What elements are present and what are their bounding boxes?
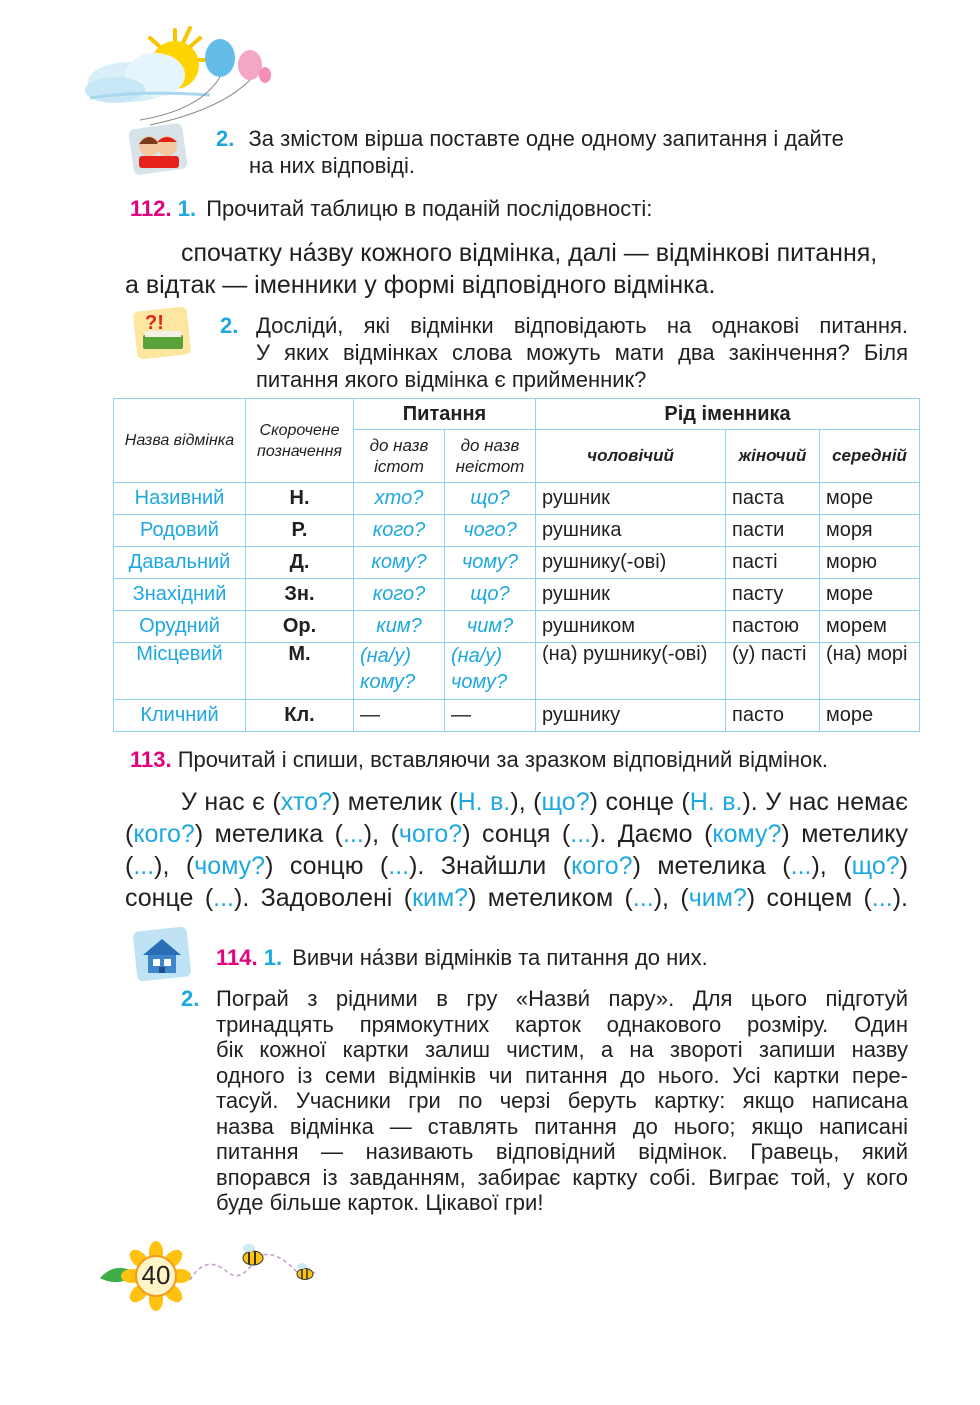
case-abbr: Р. (246, 515, 354, 547)
task-number: 2. (216, 126, 235, 151)
header-neuter: середній (820, 430, 920, 483)
noun-feminine: пасту (726, 579, 820, 611)
exercise-text: ), ( (811, 852, 852, 880)
exercise-text: ) (899, 852, 909, 880)
noun-neuter: море (820, 579, 920, 611)
noun-neuter: море (820, 700, 920, 732)
noun-masculine: рушником (536, 611, 726, 643)
question-inanimate: що? (445, 579, 536, 611)
exercise-text: ) метелика ( (194, 820, 343, 848)
question-hint: хто? (280, 788, 332, 816)
exercise-text: ) метеликом ( (468, 884, 633, 912)
question-hint: ... (790, 852, 812, 880)
table-row (114, 579, 920, 611)
exercise-text: ) метелика ( (632, 852, 791, 880)
table-row (114, 700, 920, 732)
pair-work-icon (127, 120, 189, 178)
question-animate (354, 643, 445, 700)
noun-masculine: рушник (536, 579, 726, 611)
task-112-2-line3: питання якого відмінка є прийменник? (256, 367, 647, 392)
question-animate: кому? (354, 547, 445, 579)
question-hint: Н. в. (457, 788, 511, 816)
exercise-line-1 (181, 786, 908, 818)
exercise-text: ), ( (154, 852, 195, 880)
question-animate: хто? (354, 483, 445, 515)
subtask-number: 1. (263, 945, 283, 970)
task-111-2-line2: на них відповіді. (249, 153, 416, 178)
exercise-text: сонце ( (125, 884, 214, 912)
task-112-big-line1: спочатку на́зву кожного відмінка, далі — відмінкові питання, (181, 239, 878, 267)
table-row (114, 611, 920, 643)
task-114-header (216, 944, 916, 971)
case-name: Називний (114, 483, 246, 515)
subtask-number: 2. (181, 986, 200, 1011)
task-instruction: Прочитай і спиши, вставляючи за зразком відповідний відмінок. (177, 747, 828, 772)
noun-feminine: паста (726, 483, 820, 515)
task-instruction: Прочитай таблицю в поданій послідовності: (206, 196, 653, 221)
question-hint: ... (871, 884, 893, 912)
svg-text:?!: ?! (145, 312, 164, 334)
question-hint: чим? (688, 884, 747, 912)
task-112-big-line2: а відтак — іменники у формі відповідного відмінка. (125, 271, 716, 299)
subtask-number: 2. (220, 313, 239, 338)
text-line: впорався із завданням, забирає картку собі. Виграє той, у кого (216, 1164, 908, 1190)
header-noun-gender: Рід іменника (536, 399, 920, 430)
noun-neuter: моря (820, 515, 920, 547)
question-animate: — (354, 700, 445, 732)
text-line: одного із семи відмінків чи питання до нього. Усі картки пере- (216, 1062, 908, 1088)
sun-cloud-illustration (80, 20, 280, 135)
case-abbr: Кл. (246, 700, 354, 732)
question-hint: ... (133, 852, 155, 880)
header-abbreviation: Скорочене позначення (246, 399, 354, 483)
question-hint: ... (632, 884, 654, 912)
exercise-text: ( (125, 820, 134, 848)
question-inanimate: чим? (445, 611, 536, 643)
case-abbr: Н. (246, 483, 354, 515)
subtask-number: 1. (177, 196, 197, 221)
question-inanimate: чого? (445, 515, 536, 547)
noun-feminine: пасти (726, 515, 820, 547)
table-row (114, 483, 920, 515)
home-task-icon (131, 925, 193, 985)
noun-masculine: рушник (536, 483, 726, 515)
question-hint: чому? (194, 852, 266, 880)
text-line: бік кожної картки залиш чистим, а на звороті запиши назву (216, 1037, 908, 1062)
task-112-2-line1: Досліди́, які відмінки відповідають на однакові питання. (256, 313, 908, 338)
header-masculine: чоловічий (536, 430, 726, 483)
task-111-2 (216, 125, 916, 152)
task-114-2-text (216, 985, 908, 1215)
page-number: 40 (141, 1260, 171, 1290)
noun-feminine: пастою (726, 611, 820, 643)
exercise-text: ). Знайшли ( (409, 852, 572, 880)
text-line: назва відмінка — ставлять питання до нього; якщо написані (216, 1113, 908, 1139)
task-number: 112. (130, 196, 172, 221)
question-hint: кому? (712, 820, 782, 848)
preposition: (на/у) (360, 645, 412, 667)
task-113-header (130, 746, 920, 773)
table-row (114, 515, 920, 547)
question-inanimate: чому? (445, 547, 536, 579)
noun-masculine: рушнику(-ові) (536, 547, 726, 579)
exercise-line-3 (125, 850, 908, 882)
question-hint: ... (570, 820, 592, 848)
question-hint: кого? (571, 852, 633, 880)
noun-feminine: пасті (726, 547, 820, 579)
task-text-line1: За змістом вірша поставте одне одному запитання і дайте (248, 126, 844, 151)
declension-table (113, 398, 920, 732)
exercise-line-2 (125, 818, 908, 850)
case-abbr: Ор. (246, 611, 354, 643)
question-inanimate: — (445, 700, 536, 732)
text-line: тринадцять прямокутних карток однакового розміру. Один (216, 1011, 908, 1037)
text-line: Пограй з рідними в гру «Назви́ пару». Для цього підготуй (216, 986, 908, 1011)
header-animate: до назв істот (354, 430, 445, 483)
question-hint: що? (541, 788, 590, 816)
question-inanimate: що? (445, 483, 536, 515)
preposition: (на/у) (451, 645, 503, 667)
question-hint: ... (213, 884, 234, 912)
header-questions: Питання (354, 399, 536, 430)
task-112-2-line2: У яких відмінках слова можуть мати два закінчення? Біля (256, 340, 908, 365)
exercise-text: ), ( (363, 820, 399, 848)
question-hint: Н. в. (689, 788, 743, 816)
exercise-text: ). (892, 884, 908, 912)
question-animate: кого? (354, 579, 445, 611)
case-abbr: Зн. (246, 579, 354, 611)
noun-neuter: морю (820, 547, 920, 579)
case-name: Кличний (114, 700, 246, 732)
exercise-text: ) сонцю ( (265, 852, 389, 880)
table-row (114, 643, 920, 700)
exercise-text: ). Задоволені ( (234, 884, 413, 912)
exercise-line-4 (125, 882, 908, 914)
case-abbr: М. (246, 643, 354, 700)
task-112-header (130, 195, 910, 222)
exercise-text: ( (125, 852, 134, 880)
text-line: тасуй. Учасники гри по черзі беруть картку: якщо написана (216, 1088, 908, 1113)
case-abbr: Д. (246, 547, 354, 579)
noun-neuter: (на) морі (820, 643, 920, 700)
case-name: Орудний (114, 611, 246, 643)
exercise-text: ) сонцем ( (746, 884, 872, 912)
question-hint: ким? (412, 884, 469, 912)
exercise-text: ) метелику (781, 820, 909, 848)
noun-neuter: море (820, 483, 920, 515)
question-hint: ... (342, 820, 364, 848)
exercise-text: ), ( (510, 788, 542, 816)
task-number: 113. (130, 747, 172, 772)
noun-neuter: морем (820, 611, 920, 643)
case-name: Давальний (114, 547, 246, 579)
question-hint: чого? (398, 820, 463, 848)
text-line: питання — називають відповідний відмінок. Гравець, який (216, 1139, 908, 1164)
noun-masculine: (на) рушнику(-ові) (536, 643, 726, 700)
question-animate: кого? (354, 515, 445, 547)
question-word: чому? (451, 671, 508, 693)
case-name: Родовий (114, 515, 246, 547)
task-number: 114. (216, 945, 258, 970)
text-line: буде більше карток. Цікавої гри! (216, 1190, 544, 1215)
exercise-text: ) сонце ( (589, 788, 690, 816)
header-inanimate: до назв неістот (445, 430, 536, 483)
header-case-name: Назва відмінка (114, 399, 246, 483)
exercise-text: У нас є ( (181, 788, 281, 816)
question-hint: що? (851, 852, 900, 880)
noun-masculine: рушнику (536, 700, 726, 732)
question-hint: ... (388, 852, 410, 880)
exercise-text: ), ( (653, 884, 689, 912)
case-name: Знахідний (114, 579, 246, 611)
bee-icon (185, 1240, 325, 1300)
exercise-text: ). У нас немає (742, 788, 908, 816)
noun-masculine: рушника (536, 515, 726, 547)
research-book-icon (131, 305, 193, 363)
case-name: Місцевий (114, 643, 246, 700)
noun-feminine: (у) пасті (726, 643, 820, 700)
exercise-text: ) метелик ( (331, 788, 458, 816)
question-hint: кого? (133, 820, 195, 848)
task-instruction: Вивчи на́зви відмінків та питання до них. (292, 945, 708, 970)
question-animate: ким? (354, 611, 445, 643)
header-feminine: жіночий (726, 430, 820, 483)
table-row (114, 547, 920, 579)
question-word: кому? (360, 671, 416, 693)
noun-feminine: пасто (726, 700, 820, 732)
exercise-text: ) сонця ( (462, 820, 571, 848)
exercise-text: ). Даємо ( (591, 820, 713, 848)
question-inanimate (445, 643, 536, 700)
